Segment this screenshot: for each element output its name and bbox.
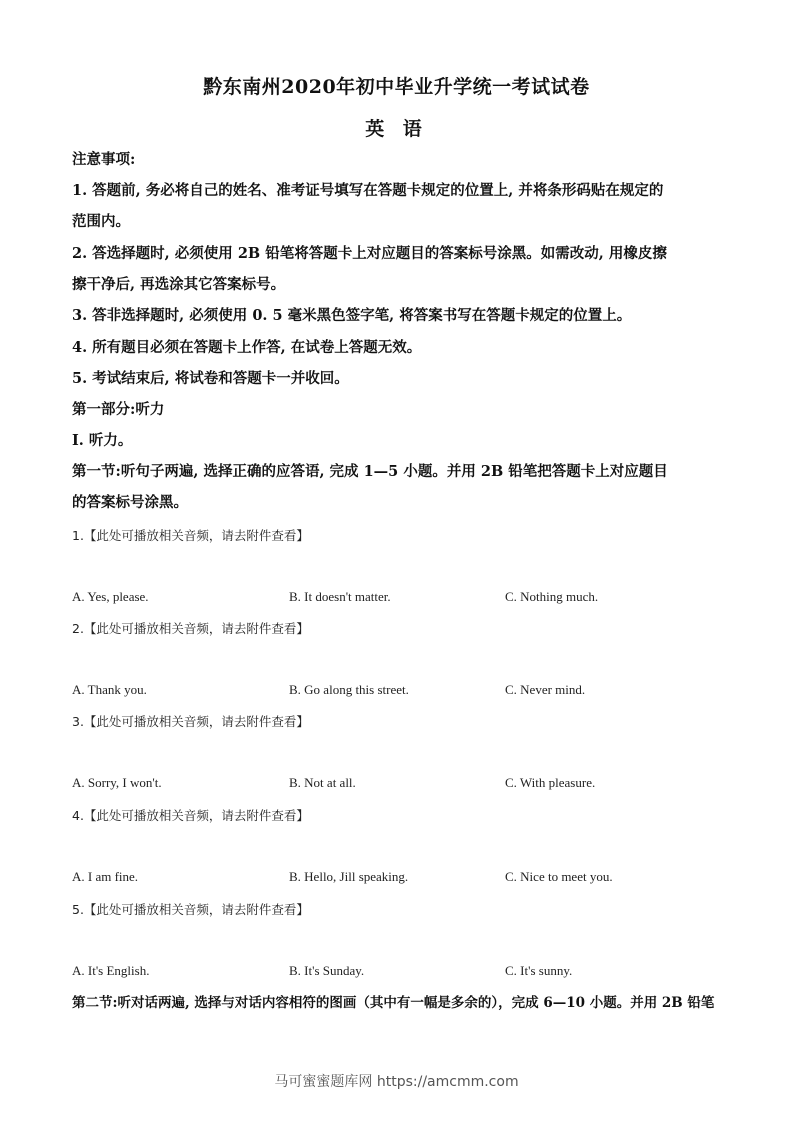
question-2-option-b: B. Go along this street. (289, 682, 409, 697)
question-2-option-c: C. Never mind. (505, 682, 586, 697)
question-4-audio[interactable]: 4.【此处可播放相关音频，请去附件查看】 (72, 808, 309, 823)
exam-title: 黔东南州2020年初中毕业升学统一考试试卷 (203, 76, 590, 98)
question-4-option-b: B. Hello, Jill speaking. (289, 869, 409, 884)
question-5-option-c: C. It's sunny. (505, 963, 573, 978)
subject-title: 英 语 (365, 118, 428, 140)
note-3: 3. 答非选择题时, 必须使用 0. 5 毫米黑色签字笔, 将答案书写在答题卡规定的位置上。 (72, 307, 632, 324)
question-3-option-c: C. With pleasure. (505, 775, 596, 790)
question-4-option-c: C. Nice to meet you. (505, 869, 613, 884)
note-4: 4. 所有题目必须在答题卡上作答, 在试卷上答题无效。 (72, 339, 422, 356)
note-1-line-1: 1. 答题前, 务必将自己的姓名、准考证号填写在答题卡规定的位置上, 并将条形码贴在规定的 (72, 182, 664, 199)
question-3-audio[interactable]: 3.【此处可播放相关音频，请去附件查看】 (72, 714, 309, 729)
note-2-line-1: 2. 答选择题时, 必须使用 2B 铅笔将答题卡上对应题目的答案标号涂黑。如需改动, 用橡皮擦 (72, 245, 667, 262)
note-5: 5. 考试结束后, 将试卷和答题卡一并收回。 (72, 370, 349, 387)
question-1-audio[interactable]: 1.【此处可播放相关音频，请去附件查看】 (72, 528, 309, 543)
section-i-heading: I. 听力。 (72, 432, 133, 449)
question-1-option-b: B. It doesn't matter. (289, 589, 391, 604)
section-1-line-2: 的答案标号涂黑。 (72, 494, 188, 511)
part-1-heading: 第一部分:听力 (72, 401, 165, 418)
question-2-audio[interactable]: 2.【此处可播放相关音频，请去附件查看】 (72, 621, 309, 636)
question-5-option-b: B. It's Sunday. (289, 963, 365, 978)
question-5-option-a: A. It's English. (72, 963, 150, 978)
question-3-option-b: B. Not at all. (289, 775, 356, 790)
footer-watermark: 马可蜜蜜题库网 https://amcmm.com (274, 1074, 519, 1090)
notes-heading: 注意事项: (72, 151, 136, 168)
question-3-option-a: A. Sorry, I won't. (72, 775, 162, 790)
section-2-heading: 第二节:听对话两遍, 选择与对话内容相符的图画（其中有一幅是多余的），完成 6—10 小题。并用 2B 铅笔 (72, 995, 715, 1011)
question-5-audio[interactable]: 5.【此处可播放相关音频，请去附件查看】 (72, 902, 309, 917)
question-1-option-c: C. Nothing much. (505, 589, 599, 604)
question-1-option-a: A. Yes, please. (72, 589, 149, 604)
question-2-option-a: A. Thank you. (72, 682, 147, 697)
question-4-option-a: A. I am fine. (72, 869, 139, 884)
note-2-line-2: 擦干净后, 再选涂其它答案标号。 (72, 276, 286, 293)
section-1-line-1: 第一节:听句子两遍, 选择正确的应答语, 完成 1—5 小题。并用 2B 铅笔把答题卡上对应题目 (72, 463, 668, 480)
note-1-line-2: 范围内。 (72, 213, 130, 230)
